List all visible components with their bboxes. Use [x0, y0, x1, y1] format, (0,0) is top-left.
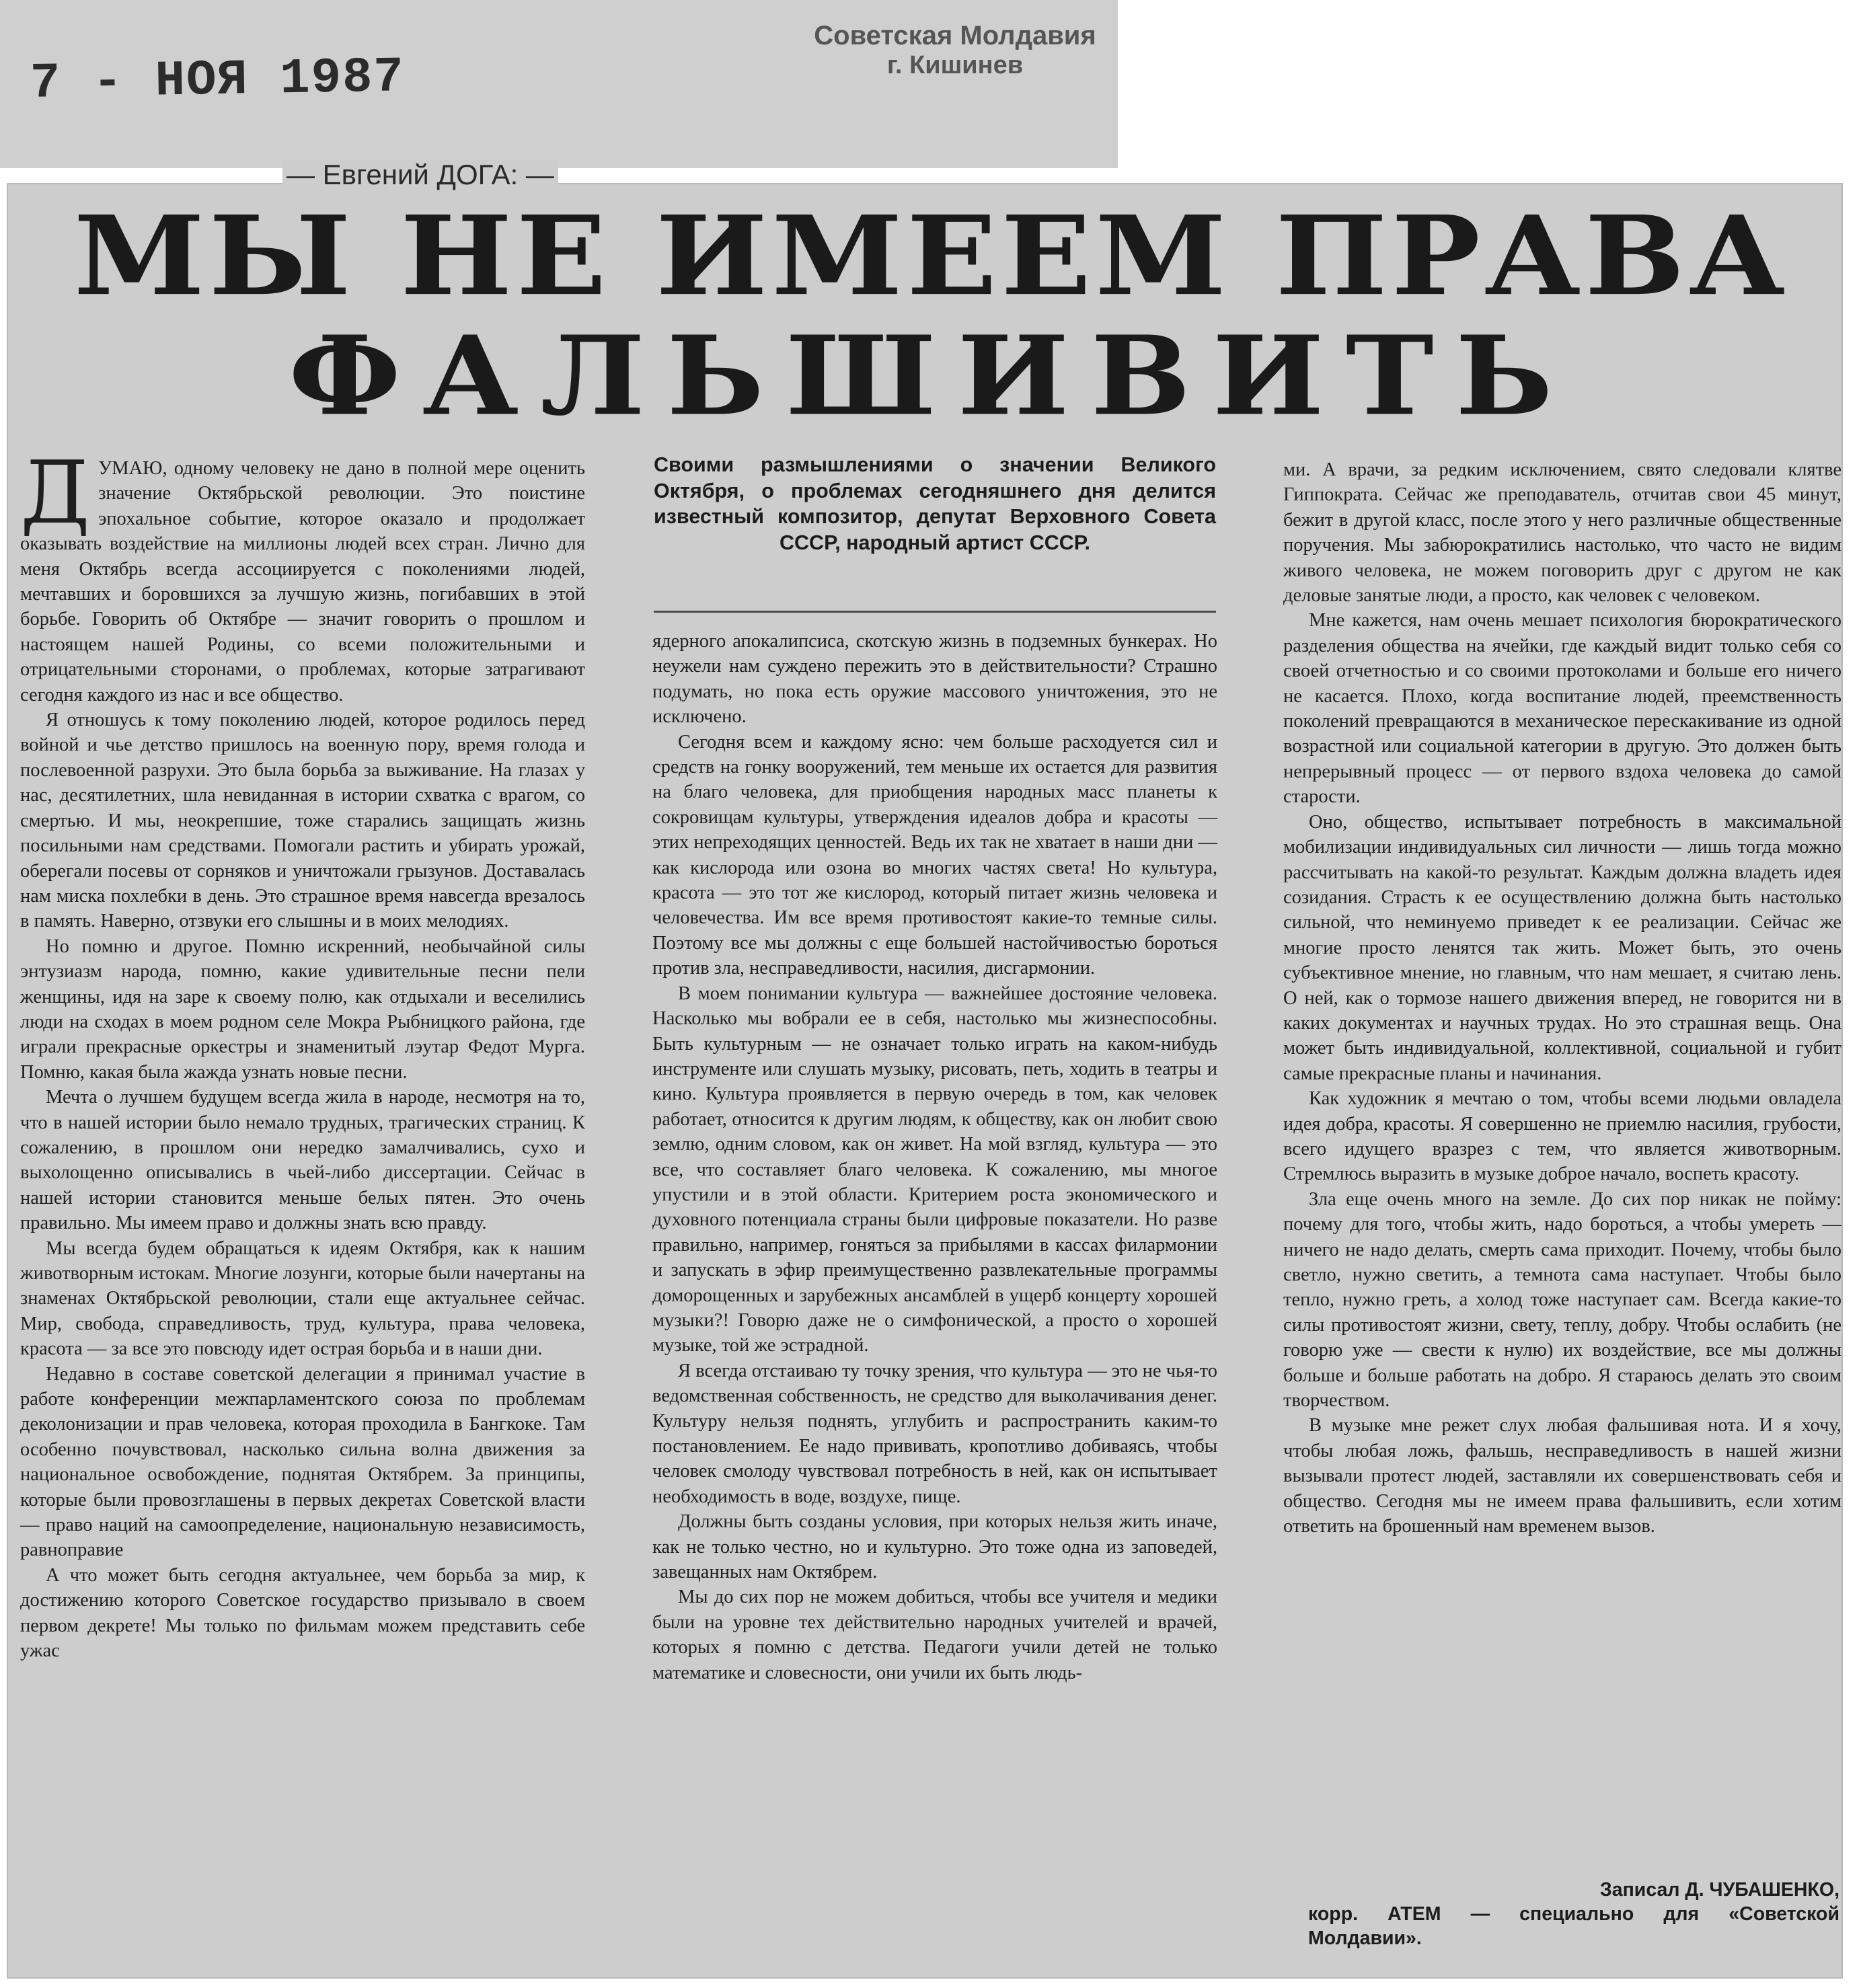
paragraph: Мы всегда будем обращаться к идеям Октября, как к нашим животворным истокам. Многие лозунги, которые были начертаны на знаменах Октябрьской революции, стали еще актуальнее сейчас. Мир, свобода, справедливость, труд, культура, права человека, красота — за все это повсюду идет острая борьба и в наши дни. [20, 1237, 585, 1360]
paragraph: ядерного апокалипсиса, скотскую жизнь в подземных бункерах. Но неужели нам суждено пережить это в действительности? Страшно подумать, но пока есть оружие массового уничтожения, это не исключено. [652, 631, 1217, 728]
drop-cap: Д [20, 443, 91, 543]
paragraph: Я всегда отстаиваю ту точку зрения, что культура — это не чья-то ведомственная собственность, не средство для выколачивания денег. Культуру нельзя поднять, углубить и распространить каким-то постановлением. Ее надо прививать, кропотливо добиваясь, чтобы человек смолоду чувствовал потребность в ней, как он испытывает необходимость в воде, воздухе, пище. [652, 1360, 1217, 1507]
article-lead: Своими размышлениями о значении Великого Октября, о проблемах сегодняшнего дня делится известный композитор, депутат Верховного Совета СССР, народный артист СССР. [654, 453, 1216, 554]
source-stamp [810, 20, 1100, 81]
paragraph: В музыке мне режет слух любая фальшивая нота. И я хочу, чтобы любая ложь, фальшь, несправедливость в нашей жизни вызывали протест людей, заставляли их совершенствовать себя и общество. Сегодня мы не имеем права фальшивить, если хотим ответить на брошенный нам временем вызов. [1283, 1415, 1841, 1537]
signature-author: Записал Д. ЧУБАШЕНКО, [1599, 1879, 1839, 1901]
paragraph: Я отношусь к тому поколению людей, которое родилось перед войной и чье детство пришлось на военную пору, время голода и послевоенной разрухи. Это была борьба за выживание. На глазах у нас, десятилетних, шла невиданная в истории схватка с врагом, со смертью. И мы, неокрепшие, тоже старались защищать жизнь посильными нам средствами. Помогали растить и убирать урожай, оберегали посевы от сорняков и уничтожали грызунов. Доставалась нам миска похлебки в день. Это страшное время навсегда врезалось в память. Наверно, отзвуки его слышны и в моих мелодиях. [20, 710, 585, 932]
source-stamp-newspaper: Советская Молдавия [814, 21, 1096, 50]
paragraph: В моем понимании культура — важнейшее достояние человека. Насколько мы вобрали ее в себя, настолько мы жизнеспособны. Быть культурным — не означает только играть на каком-нибудь инструменте или слушать музыку, рисовать, петь, ходить в театры и кино. Культура проявляется в первую очередь в том, как человек работает, относится к другим людям, к обществу, как он любит свою землю, одним словом, как он живет. На мой взгляд, культура — это все, что составляет благо человека. К сожалению, мы многое упустили и в этой области. Критерием роста экономического и духовного потенциала страны были цифровые показатели. Но разве правильно, например, гоняться за прибылями в кассах филармонии и запускать в эфир преимущественно развлекательные программы доморощенных и зарубежных ансамблей в ущерб концерту хорошей музыки?! Говорю даже не о симфонической, а просто о хорошей музыке, той же эстрадной. [652, 983, 1217, 1356]
paragraph: Сегодня всем и каждому ясно: чем больше расходуется сил и средств на гонку вооружений, тем меньше их остается для развития на благо человека, для приобщения народных масс планеты к сокровищам культуры, утверждения идеалов добра и красоты — этих непреходящих ценностей. Ведь их так не хватает в наши дни — как кислорода или озона во многих частях света! Но культура, красота — это тот же кислород, который питает жизнь человека и человечества. Им все время противостоят какие-то темные силы. Поэтому все мы должны с еще большей настойчивостью бороться против зла, несправедливости, насилия, дисгармонии. [652, 731, 1217, 979]
headline-line-1: МЫ НЕ ИМЕЕМ ПРАВА [73, 192, 1790, 320]
signature-agency: корр. АТЕМ — специально для «Советской [1308, 1903, 1839, 1925]
paragraph: Зла еще очень много на земле. До сих пор никак не пойму: почему для того, чтобы жить, надо бороться, а чтобы умереть — ничего не надо делать, смерть сама приходит. Почему, чтобы было светло, нужно светить, а темнота сама наступает. Чтобы было тепло, нужно греть, а холод тоже наступает сам. Всегда какие-то силы противостоят жизни, свету, теплу, добру. Чтобы ослабить (не говорю уже — свести к нулю) их воздействие, все мы должны больше и больше работать на добро. Я стараюсь делать это своим творчеством. [1283, 1188, 1841, 1412]
paragraph: Оно, общество, испытывает потребность в максимальной мобилизации индивидуальных сил личности — лишь тогда можно рассчитывать на какой-то результат. Каждым должна владеть идея созидания. Страсть к ее осуществлению должна быть настолько сильной, что неминуемо приведет к ее реализации. Сейчас же многие просто ленятся так жить. Может быть, это очень субъективное мнение, но главным, что нам мешает, я считаю лень. О ней, как о тормозе нашего движения вперед, не говорится ни в каких документах и научных трудах. Но это страшная вещь. Она может быть индивидуальной, коллективной, социальной и губит самые прекрасные планы и начинания. [1283, 811, 1841, 1084]
article-column-3 [1283, 457, 1841, 1539]
date-stamp: 7 - НОЯ 1987 [30, 49, 406, 112]
paragraph: Мне кажется, нам очень мешает психология бюрократического разделения общества на ячейки, где каждый видит только себя со своей отчетностью и со своими протоколами и больше его ничего не касается. Плохо, когда воспитание людей, преемственность поколений превращаются в механическое перескакивание из одной возрастной или социальной категории в другую. Это должен быть непрерывный процесс — от первого вздоха человека до самой старости. [1283, 610, 1841, 808]
article-byline: — Евгений ДОГА: — [282, 159, 558, 191]
paragraph: Недавно в составе советской делегации я принимал участие в работе конференции межпарламентского союза по проблемам деколонизации и прав человека, которая проходила в Бангкоке. Там особенно почувствовал, насколько сильна волна движения за национальное освобождение, поднятая Октябрем. За принципы, которые были провозглашены в первых декретах Советской власти — право наций на самоопределение, национальную независимость, равноправие [20, 1363, 585, 1561]
paragraph: ми. А врачи, за редким исключением, свято следовали клятве Гиппократа. Сейчас же преподаватель, отчитав свои 45 минут, бежит в другой класс, после этого у него различные общественные поручения. Мы забюрократились настолько, что часто не видим живого человека, не можем поговорить друг с другом не как деловые занятые люди, а просто, как человек с человеком. [1283, 459, 1841, 607]
paragraph: ДУМАЮ, одному человеку не дано в полной мере оценить значение Октябрьской революции. Это поистине эпохальное событие, которое оказало и продолжает оказывать воздействие на миллионы людей всех стран. Лично для меня Октябрь всегда ассоциируется с поколениями людей, мечтавших и боровшихся за лучшую жизнь, погибавших в этой борьбе. Говорить об Октябре — значит говорить о прошлом и настоящем нашей Родины, со всеми положительными и отрицательными сторонами, о проблемах, которые затрагивают сегодня каждого из нас и все общество. [20, 443, 585, 705]
paragraph: Мечта о лучшем будущем всегда жила в народе, несмотря на то, что в нашей истории было немало трудных, трагических страниц. К сожалению, в прошлом они нередко замалчивались, сухо и выхолощенно описывались в чьей-либо диссертации. Сейчас в нашей истории становится меньше белых пятен. Это очень правильно. Мы имеем право и должны знать всю правду. [20, 1087, 585, 1234]
headline-line-2: ФАЛЬШИВИТЬ [289, 311, 1574, 441]
paragraph: Но помню и другое. Помню искренний, необычайной силы энтузиазм народа, помню, какие удивительные песни пели женщины, идя на заре к своему полю, как отдыхали и веселились люди на сходах в моем родном селе Мокра Рыбницкого района, где играли прекрасные оркестры и знаменитый лэутар Федот Мурга. Помню, какая была жажда узнать новые песни. [20, 935, 585, 1083]
source-stamp-city: г. Кишинев [886, 51, 1024, 79]
paragraph: Мы до сих пор не можем добиться, чтобы все учителя и медики были на уровне тех действительно народных учителей и врачей, которых я помню с детства. Педагоги учили детей не только математике и словесности, они учили их быть людь- [652, 1586, 1217, 1683]
lead-divider [654, 611, 1216, 613]
article-column-2 [652, 629, 1217, 1685]
paragraph: Как художник я мечтаю о том, чтобы всеми людьми овладела идея добра, красоты. Я совершенно не приемлю насилия, грубости, всего идущего вразрез с тем, что является животворным. Стремлюсь выразить в музыке доброе начало, воспеть красоту. [1283, 1088, 1841, 1185]
article-headline [54, 192, 1809, 441]
article-column-1 [20, 443, 585, 1664]
paragraph: Должны быть созданы условия, при которых нельзя жить иначе, как не только честно, но и культурно. Это тоже одна из заповедей, завещанных нам Октябрем. [652, 1511, 1217, 1583]
paragraph: А что может быть сегодня актуальнее, чем борьба за мир, к достижению которого Советское государство призывало в своем первом декрете! Мы только по фильмам можем представить себе ужас [20, 1564, 585, 1662]
article-signature [1308, 1878, 1839, 1950]
signature-newspaper: Молдавии». [1308, 1927, 1422, 1949]
